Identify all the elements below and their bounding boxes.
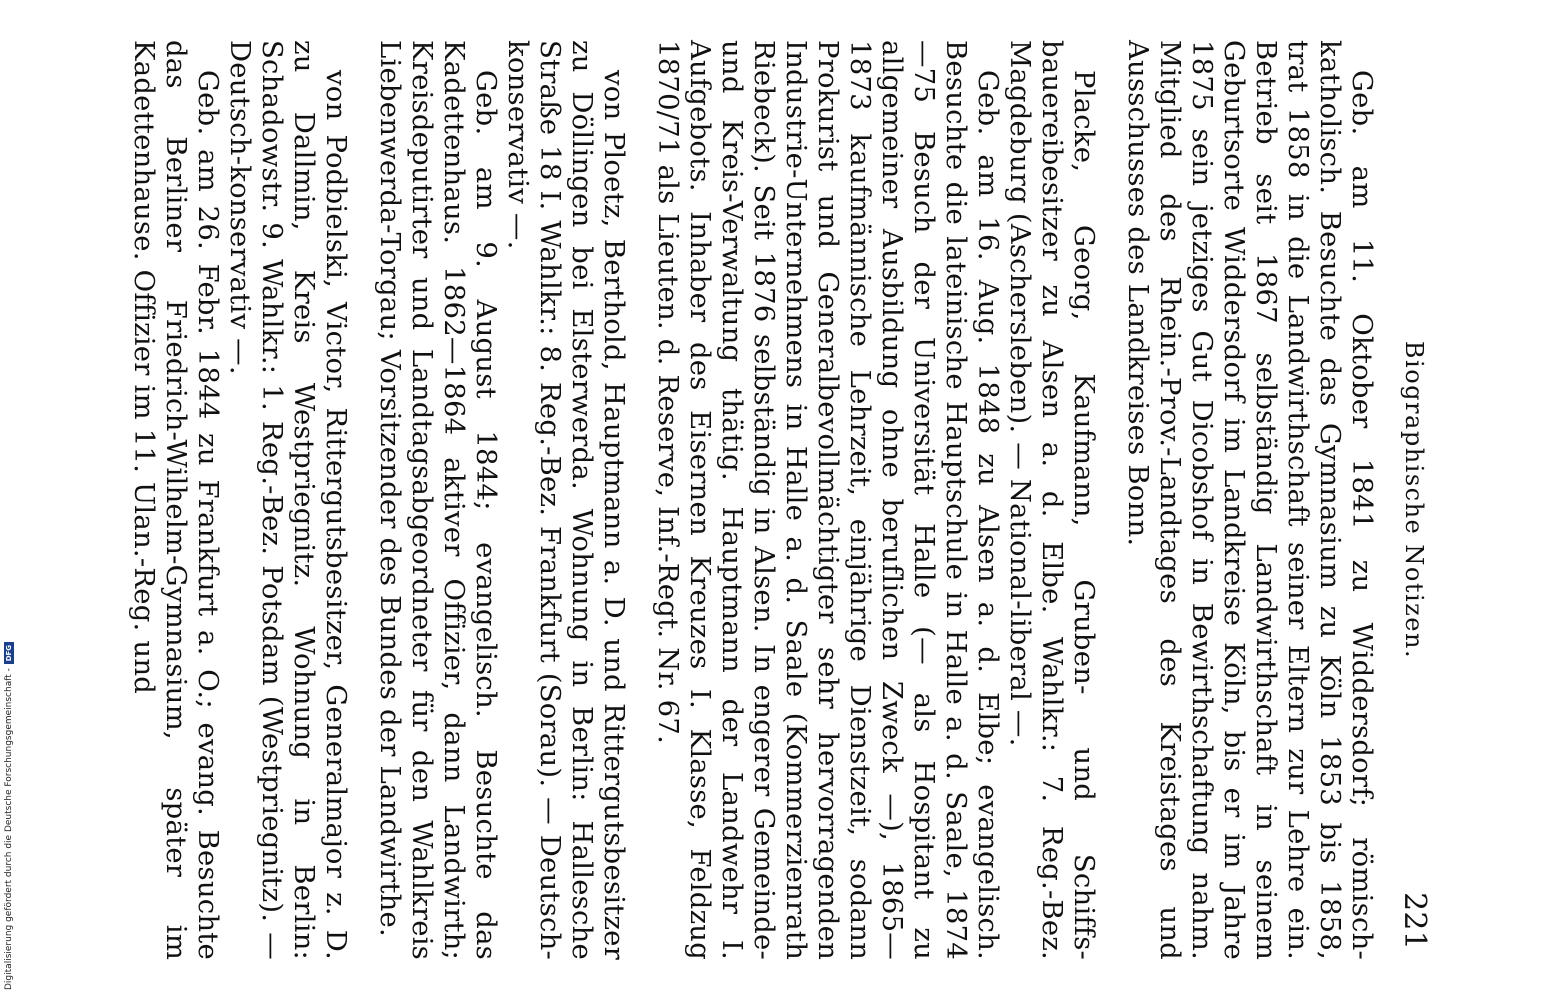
- entry-heading-paragraph: Placke, Georg, Kaufmann, Gruben- und Schiffs-bauereibesitzer zu Alsen a. d. Elbe. Wahlkr.: 7. Reg.-Bez. Magdeburg (Aschersleben). — National-liberal —.: [1004, 40, 1100, 960]
- digitization-credit: [4, 642, 14, 990]
- entry-heading-paragraph: von Ploetz, Berthold, Hauptmann a. D. und Rittergutsbesitzer zu Döllingen bei Elsterwerda. Wohnung in Berlin: Hallesche Straße 18 I. Wahlkr.: 8. Reg.-Bez. Frankfurt (Sorau). — Deutsch-konservativ —.: [502, 40, 630, 960]
- page-number: 221: [1397, 892, 1432, 950]
- digitization-credit-text: Digitalisierung gefördert durch die Deutsche Forschungsgemeinschaft -: [4, 668, 14, 990]
- dfg-logo: DFG: [4, 642, 14, 664]
- entry-paragraph: Geb. am 11. Oktober 1841 zu Widdersdorf; römisch-katholisch. Besuchte das Gymnasium zu Köln 1853 bis 1858, trat 1858 in die Landwirthschaft seiner Eltern zur Lehre ein. Betrieb seit 1867 selbständig Landwirthschaft in seinem Geburtsorte Widdersdorf im Landkreise Köln, bis er im Jahre 1875 sein jetziges Gut Dicobshof in Bewirthschaftung nahm. Mitglied des Rhein.-Prov.-Landtages des Kreistages und Ausschusses des Landkreises Bonn.: [1122, 40, 1378, 960]
- rotated-page-content: [128, 40, 1432, 960]
- entry-paragraph: Geb. am 16. Aug. 1848 zu Alsen a. d. Elbe; evangelisch. Besuchte die lateinische Hauptschule in Halle a. d. Saale, 1874—75 Besuch der Universität Halle (— als Hospitant zu allgemeiner Ausbildung ohne beruflichen Zweck —), 1865—1873 kaufmännische Lehrzeit, einjährige Dienstzeit, sodann Prokurist und Generalbevollmächtigter sehr hervorragenden Industrie-Unternehmens in Halle a. d. Saale (Kommerzienrath Riebeck). Seit 1876 selbständig in Alsen. In engerer Gemeinde- und Kreis-Verwaltung thätig. Hauptmann der Landwehr I. Aufgebots. Inhaber des Eisernen Kreuzes I. Klasse, Feldzug 1870/71 als Lieuten. d. Reserve, Inf.-Regt. Nr. 67.: [652, 40, 1004, 960]
- entry-paragraph: Geb. am 9. August 1844; evangelisch. Besuchte das Kadettenhaus. 1862—1864 aktiver Offizier, dann Landwirth; Kreisdeputirter und Landtagsabgeordneter für den Wahlkreis Liebenwerda-Torgau; Vorsitzender des Bundes der Landwirthe.: [374, 40, 502, 960]
- entry-paragraph: Geb. am 26. Febr. 1844 zu Frankfurt a. O.; evang. Besuchte das Berliner Friedrich-Wilhelm-Gymnasium, später im Kadettenhause. Offizier im 11. Ulan.-Reg. und: [128, 40, 224, 960]
- running-title: Biographische Notizen.: [1400, 340, 1428, 660]
- biography-entry-ploetz: [374, 40, 630, 960]
- entry-heading-paragraph: von Podbielski, Victor, Rittergutsbesitzer, Generalmajor z. D. zu Dallmin, Kreis Westpriegnitz. Wohnung in Berlin: Schadowstr. 9. Wahlkr.: 1. Reg.-Bez. Potsdam (Westpriegnitz). — Deutsch-konservativ —.: [224, 40, 352, 960]
- biography-entry-podbielski: [128, 40, 352, 960]
- page-header: [1378, 40, 1430, 960]
- biography-entry-placke: [652, 40, 1100, 960]
- biography-entry: [1122, 40, 1378, 960]
